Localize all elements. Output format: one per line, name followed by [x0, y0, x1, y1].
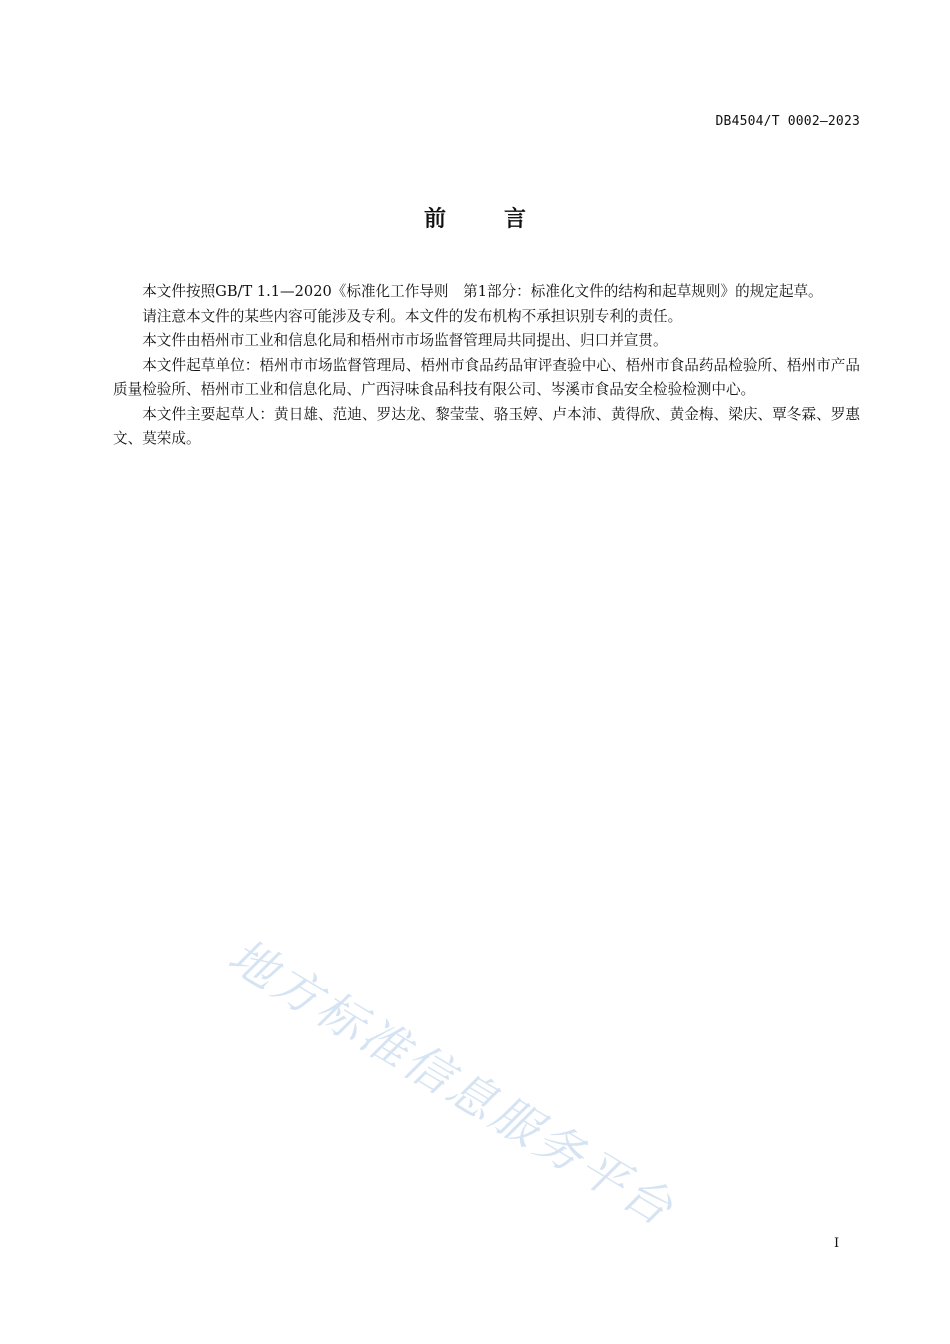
paragraph-drafting-units: 本文件起草单位：梧州市市场监督管理局、梧州市食品药品审评查验中心、梧州市食品药品检验所、梧州市产品质量检验所、梧州市工业和信息化局、广西浔味食品科技有限公司、岑溪市食品安全检验检测中心。	[113, 356, 860, 398]
page-title-char-2: 言	[504, 207, 527, 232]
page-number: I	[834, 1236, 840, 1251]
paragraph-drafting-rules: 本文件按照GB/T 1.1—2020《标准化工作导则 第1部分：标准化文件的结构和起草规则》的规定起草。	[142, 283, 823, 300]
page-title	[0, 202, 950, 233]
page-title-char-1: 前	[423, 207, 446, 232]
foreword-body	[113, 280, 860, 452]
document-code: DB4504/T 0002—2023	[715, 114, 860, 129]
paragraph-proposer: 本文件由梧州市工业和信息化局和梧州市市场监督管理局共同提出、归口并宣贯。	[142, 332, 668, 349]
watermark: 地方标准信息服务平台	[218, 928, 685, 1239]
paragraph-main-drafters: 本文件主要起草人：黄日雄、范迪、罗达龙、黎莹莹、骆玉婷、卢本沛、黄得欣、黄金梅、梁庆、覃冬霖、罗惠文、莫荣成。	[113, 405, 860, 447]
paragraph-patent-notice: 请注意本文件的某些内容可能涉及专利。本文件的发布机构不承担识别专利的责任。	[142, 307, 683, 325]
